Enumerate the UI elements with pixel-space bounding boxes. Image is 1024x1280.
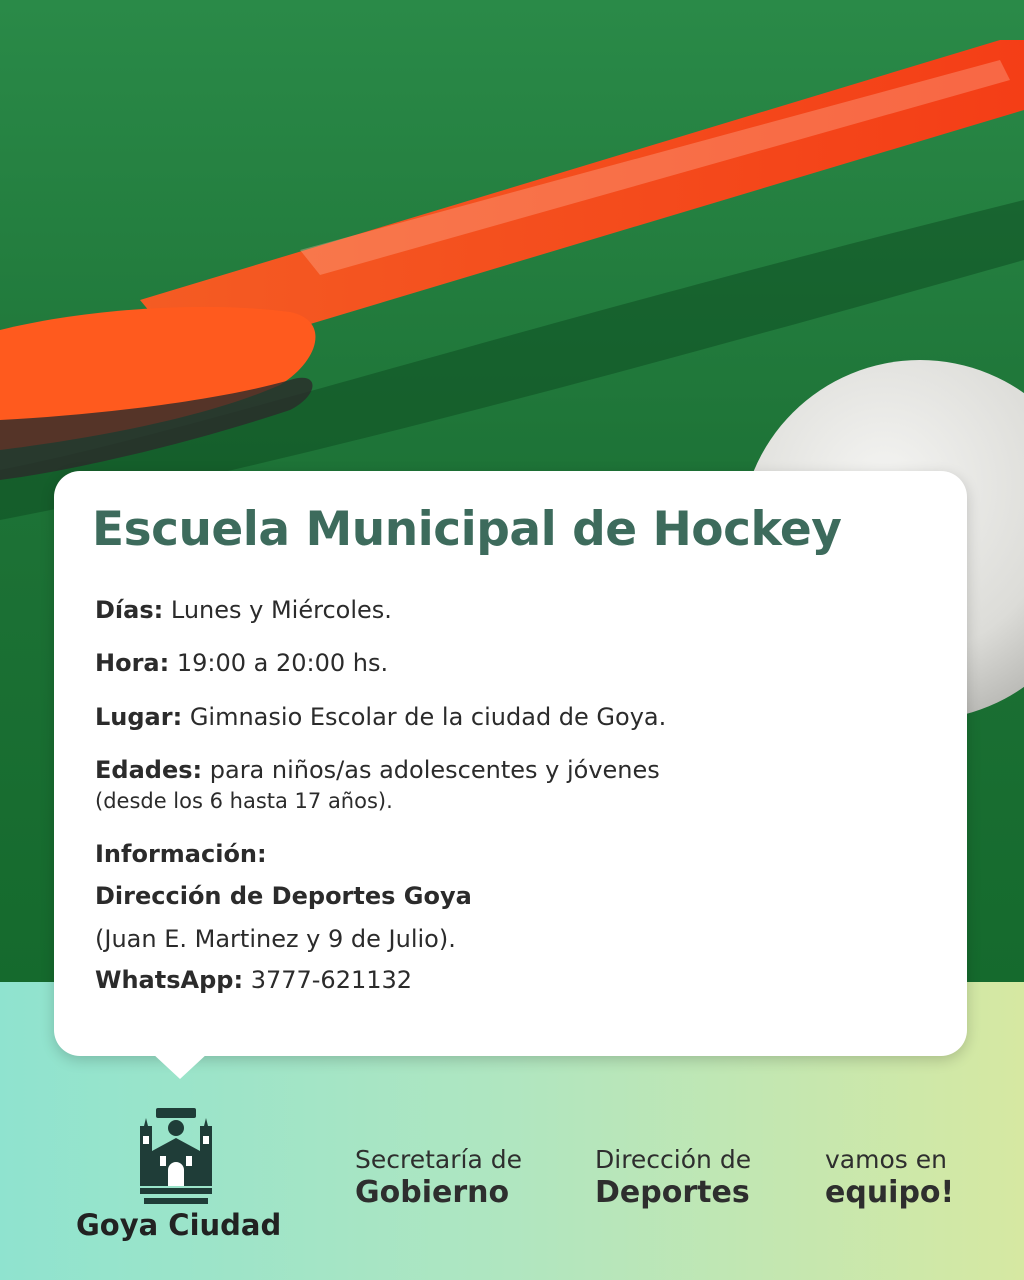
footer-direccion-line1: Dirección de	[595, 1145, 752, 1174]
info-org	[95, 882, 472, 910]
lugar-row	[95, 703, 666, 731]
hora-label: Hora:	[95, 649, 170, 677]
footer-slogan-line2: equipo!	[825, 1175, 955, 1210]
city-hall-crest-icon	[138, 1106, 214, 1206]
info-card-tail	[152, 1053, 208, 1079]
footer-direccion-line2: Deportes	[595, 1175, 750, 1210]
whatsapp-value: 3777-621132	[250, 966, 413, 994]
whatsapp-label: WhatsApp:	[95, 966, 244, 994]
info-label	[95, 840, 267, 868]
dias-value: Lunes y Miércoles.	[170, 596, 392, 624]
hora-row	[95, 649, 388, 677]
footer-direccion	[595, 1145, 751, 1211]
logo-name: Goya Ciudad	[76, 1208, 282, 1242]
lugar-value: Gimnasio Escolar de la ciudad de Goya.	[189, 703, 667, 731]
page-title: Escuela Municipal de Hockey	[92, 502, 842, 557]
lugar-label: Lugar:	[95, 703, 183, 731]
whatsapp-row	[95, 966, 412, 994]
footer-secretaria	[355, 1145, 522, 1211]
dias-row	[95, 596, 392, 624]
footer-slogan-line1: vamos en	[825, 1145, 947, 1174]
edades-note: (desde los 6 hasta 17 años).	[95, 789, 393, 813]
hora-value: 19:00 a 20:00 hs.	[176, 649, 389, 677]
dias-label: Días:	[95, 596, 164, 624]
info-label-text: Información:	[95, 840, 267, 868]
footer-secretaria-line2: Gobierno	[355, 1175, 510, 1210]
info-address: (Juan E. Martinez y 9 de Julio).	[95, 925, 456, 953]
footer-secretaria-line1: Secretaría de	[355, 1145, 522, 1174]
edades-label: Edades:	[95, 756, 203, 784]
info-org-text: Dirección de Deportes Goya	[95, 882, 472, 910]
edades-row	[95, 756, 660, 784]
footer-slogan	[825, 1145, 954, 1211]
edades-value: para niños/as adolescentes y jóvenes	[209, 756, 660, 784]
